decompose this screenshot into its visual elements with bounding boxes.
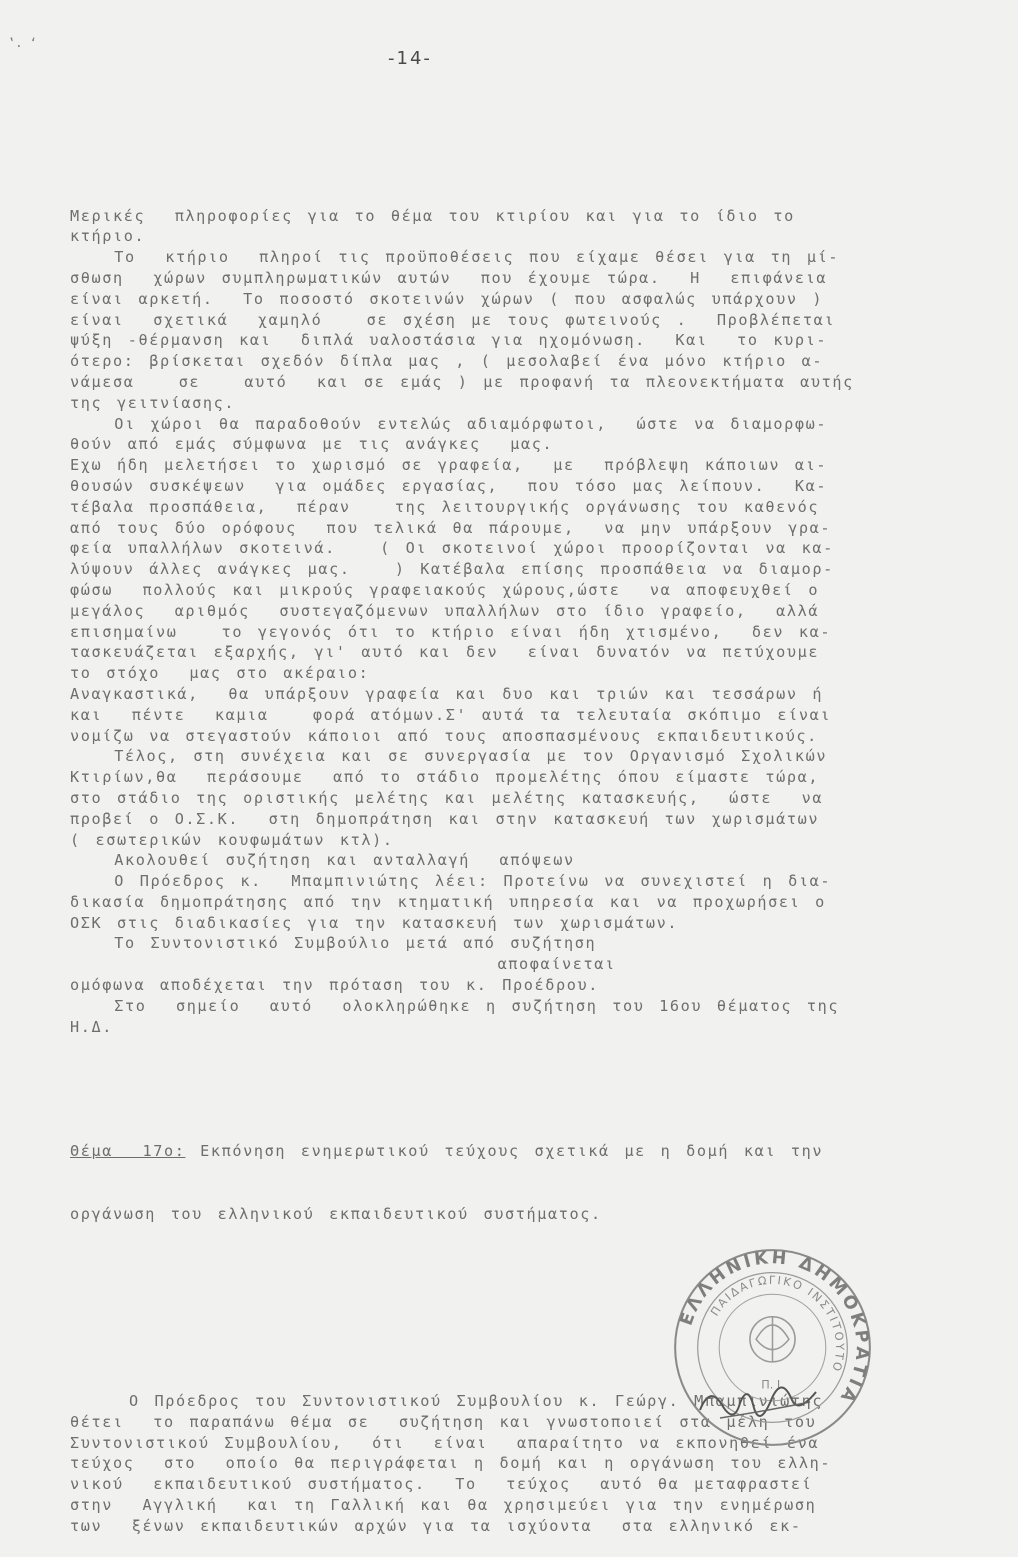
stamp-bottom-text: Π. Ι. xyxy=(761,1378,784,1392)
text-line: Ακολουθεί συζήτηση και ανταλλαγή απόψεων xyxy=(70,851,575,870)
text-line: επισημαίνω το γεγονός ότι το κτήριο είναι ήδη χτισμένο, δεν κα- xyxy=(70,622,832,641)
text-line: θέτει το παραπάνω θέμα σε συζήτηση και γνωστοποιεί στα μέλη του xyxy=(70,1412,817,1431)
topic-title: Εκπόνηση ενημερωτικού τεύχους σχετικά με η δομή και την xyxy=(185,1142,824,1161)
text-line: Αναγκαστικά, θα υπάρξουν γραφεία και δυο και τριών και τεσσάρων ή xyxy=(70,684,824,703)
text-line: ΟΣΚ στις διαδικασίες για την κατασκευή των χωρισμάτων. xyxy=(70,913,679,932)
text-line: φώσω πολλούς και μικρούς γραφειακούς χώρους,ώστε να αποφευχθεί ο xyxy=(70,580,820,599)
text-line: Η.Δ. xyxy=(70,1017,113,1036)
stamp-inner-text: ΠΑΙΔΑΓΩΓΙΚΟ ΙΝΣΤΙΤΟΥΤΟ xyxy=(708,1273,847,1375)
text-line: κτήριο. xyxy=(70,227,146,246)
text-line: νομίζω να στεγαστούν κάποιοι από τους αποσπασμένους εκπαιδευτικούς. xyxy=(70,726,818,745)
text-line: ότερο: βρίσκεται σχεδόν δίπλα μας , ( μεσολαβεί ένα μόνο κτήριο α- xyxy=(70,352,824,371)
text-line: Ο Πρόεδρος του Συντονιστικού Συμβουλίου κ. Γεώργ. Μπαμπινιώτης xyxy=(70,1392,824,1411)
text-line: θουσών συσκέψεων για ομάδες εργασίας, που τόσο μας λείπουν. Κα- xyxy=(70,476,828,495)
text-line: Κτιρίων,θα περάσουμε από το στάδιο προμελέτης όπου είμαστε τώρα, xyxy=(70,768,820,787)
text-line: δικασία δημοπράτησης από την κτηματική υπηρεσία και να προχωρήσει ο xyxy=(70,892,826,911)
body-paragraphs xyxy=(70,206,940,1038)
text-line: τέβαλα προσπάθεια, πέραν της λειτουργικής οργάνωσης του καθενός xyxy=(70,497,820,516)
text-line: το στόχο μας στο ακέραιο: xyxy=(70,664,370,683)
text-line: προβεί ο Ο.Σ.Κ. στη δημοπράτηση και στην κατασκευή των χωρισμάτων xyxy=(70,809,820,828)
text-line: τασκευάζεται εξαρχής, γι' αυτό και δεν είναι δυνατόν να πετύχουμε xyxy=(70,643,820,662)
stamp-outer-text: ΕΛΛΗΝΙΚΗ ΔΗΜΟΚΡΑΤΙΑ xyxy=(676,1248,872,1409)
text-line: Εχω ήδη μελετήσει το χωρισμό σε γραφεία, με πρόβλεψη κάποιων αι- xyxy=(70,456,828,475)
text-line: από τους δύο ορόφους που τελικά θα πάρουμε, να μην υπάρξουν γρα- xyxy=(70,518,832,537)
topic-heading-line-2: οργάνωση του ελληνικού εκπαιδευτικού συστήματος. xyxy=(70,1204,602,1223)
blank-line xyxy=(70,1079,940,1100)
topic-label: Θέμα 17ο: xyxy=(70,1142,186,1161)
text-line: Στο σημείο αυτό ολοκληρώθηκε η συζήτηση του 16ου θέματος της xyxy=(70,996,840,1015)
text-line: θούν από εμάς σύμφωνα με τις ανάγκες μας. xyxy=(70,435,554,454)
text-line: αποφαίνεται xyxy=(70,955,616,974)
svg-text:ΠΑΙΔΑΓΩΓΙΚΟ ΙΝΣΤΙΤΟΥΤΟ xyxy=(708,1274,846,1374)
text-line: ( εσωτερικών κουφωμάτων κτλ). xyxy=(70,830,394,849)
text-line: της γειτνίασης. xyxy=(70,393,236,412)
corner-marks: ‛. ‘ xyxy=(8,36,37,50)
text-line: λύψουν άλλες ανάγκες μας. ) Κατέβαλα επίσης προσπάθεια να διαμορ- xyxy=(70,560,834,579)
text-line: νικού εκπαιδευτικού συστήματος. Το τεύχος αυτό θα μεταφραστεί xyxy=(70,1475,813,1494)
text-line: Συντονιστικού Συμβουλίου, ότι είναι απαραίτητο να εκπονηθεί ένα xyxy=(70,1433,820,1452)
handwritten-signature xyxy=(690,1370,830,1430)
text-line: Ο Πρόεδρος κ. Μπαμπινιώτης λέει: Προτείνω να συνεχιστεί η δια- xyxy=(70,872,832,891)
text-line: ομόφωνα αποδέχεται την πρόταση του κ. Προέδρου. xyxy=(70,976,599,995)
text-line: Οι χώροι θα παραδοθούν εντελώς αδιαμόρφωτοι, ώστε να διαμορφω- xyxy=(70,414,828,433)
text-line: στο στάδιο της οριστικής μελέτης και μελέτης κατασκευής, ώστε να xyxy=(70,788,824,807)
text-line: φεία υπαλλήλων σκοτεινά. ( Οι σκοτεινοί χώροι προορίζονται να κα- xyxy=(70,539,834,558)
stamp-emblem xyxy=(750,1317,795,1362)
text-line: Το Συντονιστικό Συμβούλιο μετά από συζήτηση xyxy=(70,934,597,953)
text-line: Μερικές πληροφορίες για το θέμα του κτιρίου και για το ίδιο το xyxy=(70,206,795,225)
text-line: των ξένων εκπαιδευτικών αρχών για τα ισχύοντα στα ελληνικό εκ- xyxy=(70,1516,802,1535)
text-line: είναι σχετικά χαμηλό σε σχέση με τους φωτεινούς . Προβλέπεται xyxy=(70,310,836,329)
text-line: μεγάλος αριθμός συστεγαζόμενων υπαλλήλων στο ίδιο γραφείο, αλλά xyxy=(70,601,820,620)
page-number: -14- xyxy=(388,48,432,69)
text-line: σθωση χώρων συμπληρωματικών αυτών που έχουμε τώρα. Η επιφάνεια xyxy=(70,268,828,287)
text-line: είναι αρκετή. Το ποσοστό σκοτεινών χώρων ( που ασφαλώς υπάρχουν ) xyxy=(70,289,824,308)
text-line: ψύξη -θέρμανση και διπλά υαλοστάσια για ηχομόνωση. Και το κυρι- xyxy=(70,331,828,350)
text-line: Τέλος, στη συνέχεια και σε συνεργασία με τον Οργανισμό Σχολικών xyxy=(70,747,828,766)
topic-heading-line-1 xyxy=(70,1141,940,1162)
text-line: τεύχος στο οποίο θα περιγράφεται η δομή και η οργάνωση του ελλη- xyxy=(70,1454,832,1473)
text-line: νάμεσα σε αυτό και σε εμάς ) με προφανή τα πλεονεκτήματα αυτής xyxy=(70,372,854,391)
text-line: στην Αγγλική και τη Γαλλική και θα χρησιμεύει για την ενημέρωση xyxy=(70,1496,817,1514)
text-line: Το κτήριο πληροί τις προϋποθέσεις που είχαμε θέσει για τη μί- xyxy=(70,248,840,267)
text-line: και πέντε καμια φορά ατόμων.Σ' αυτά τα τελευταία σκόπιμο είναι xyxy=(70,705,832,724)
